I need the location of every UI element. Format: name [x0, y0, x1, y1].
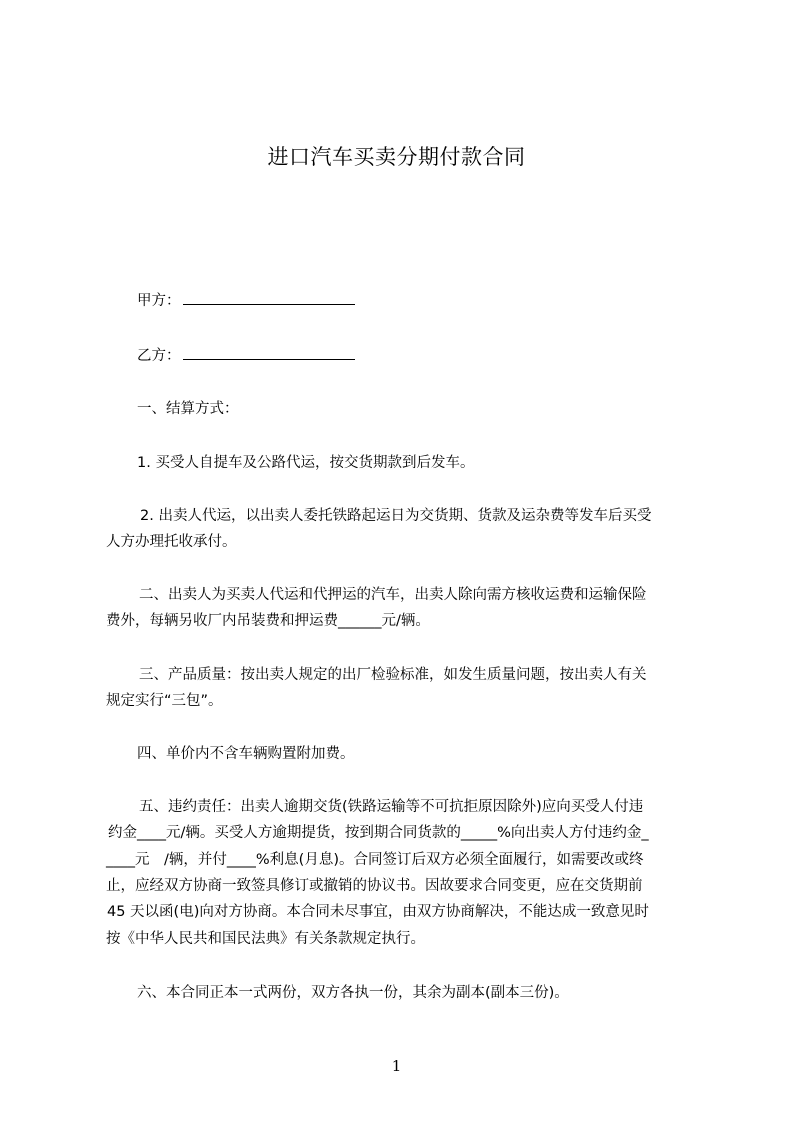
item1: 1. 买受人自提车及公路代运，按交货期款到后发车。 [137, 455, 475, 471]
section5-line3: ____元 /辆，并付____%利息(月息)。合同签订后双方必须全面履行，如需要改或终 [106, 852, 644, 868]
section5-line5: 45 天以函(电)向对方协商。本合同未尽事宜，由双方协商解决，不能达成一致意见时 [107, 904, 649, 920]
item2-line1: 2. 出卖人代运，以出卖人委托铁路起运日为交货期、货款及运杂费等发车后买受 [140, 508, 652, 524]
section5-line6: 按《中华人民共和国民法典》有关条款规定执行。 [106, 931, 425, 947]
party-a-label: 甲方： [137, 293, 181, 309]
section2-line1: 二、出卖人为买卖人代运和代押运的汽车，出卖人除向需方核收运费和运输保险 [139, 587, 647, 603]
section3-line1: 三、产品质量：按出卖人规定的出厂检验标准，如发生质量问题，按出卖人有关 [139, 667, 647, 683]
document-title: 进口汽车买卖分期付款合同 [267, 145, 526, 169]
section2-line2: 费外，每辆另收厂内吊装费和押运费______元/辆。 [106, 613, 430, 629]
section6: 六、本合同正本一式两份，双方各执一份，其余为副本(副本三份)。 [137, 985, 569, 1001]
party-a-blank [183, 290, 355, 305]
section5-line1: 五、违约责任：出卖人逾期交货(铁路运输等不可抗拒原因除外)应向买受人付违 [139, 799, 644, 815]
section5-line4: 止，应经双方协商一致签具修订或撤销的协议书。因故要求合同变更，应在交货期前 [106, 878, 643, 894]
party-b-label: 乙方： [137, 348, 181, 364]
page-number: 1 [391, 1057, 402, 1075]
party-b-line [137, 345, 355, 366]
section3-line2: 规定实行“三包”。 [106, 693, 223, 709]
section1-heading: 一、结算方式： [137, 401, 239, 417]
party-b-blank [183, 345, 355, 360]
section5-line2: 约金____元/辆。买受人方逾期提货，按到期合同货款的_____%向出卖人方付违约金_ [108, 825, 649, 841]
party-a-line [137, 290, 355, 311]
item2-line2: 人方办理托收承付。 [106, 534, 237, 550]
section4: 四、单价内不含车辆购置附加费。 [137, 746, 355, 762]
